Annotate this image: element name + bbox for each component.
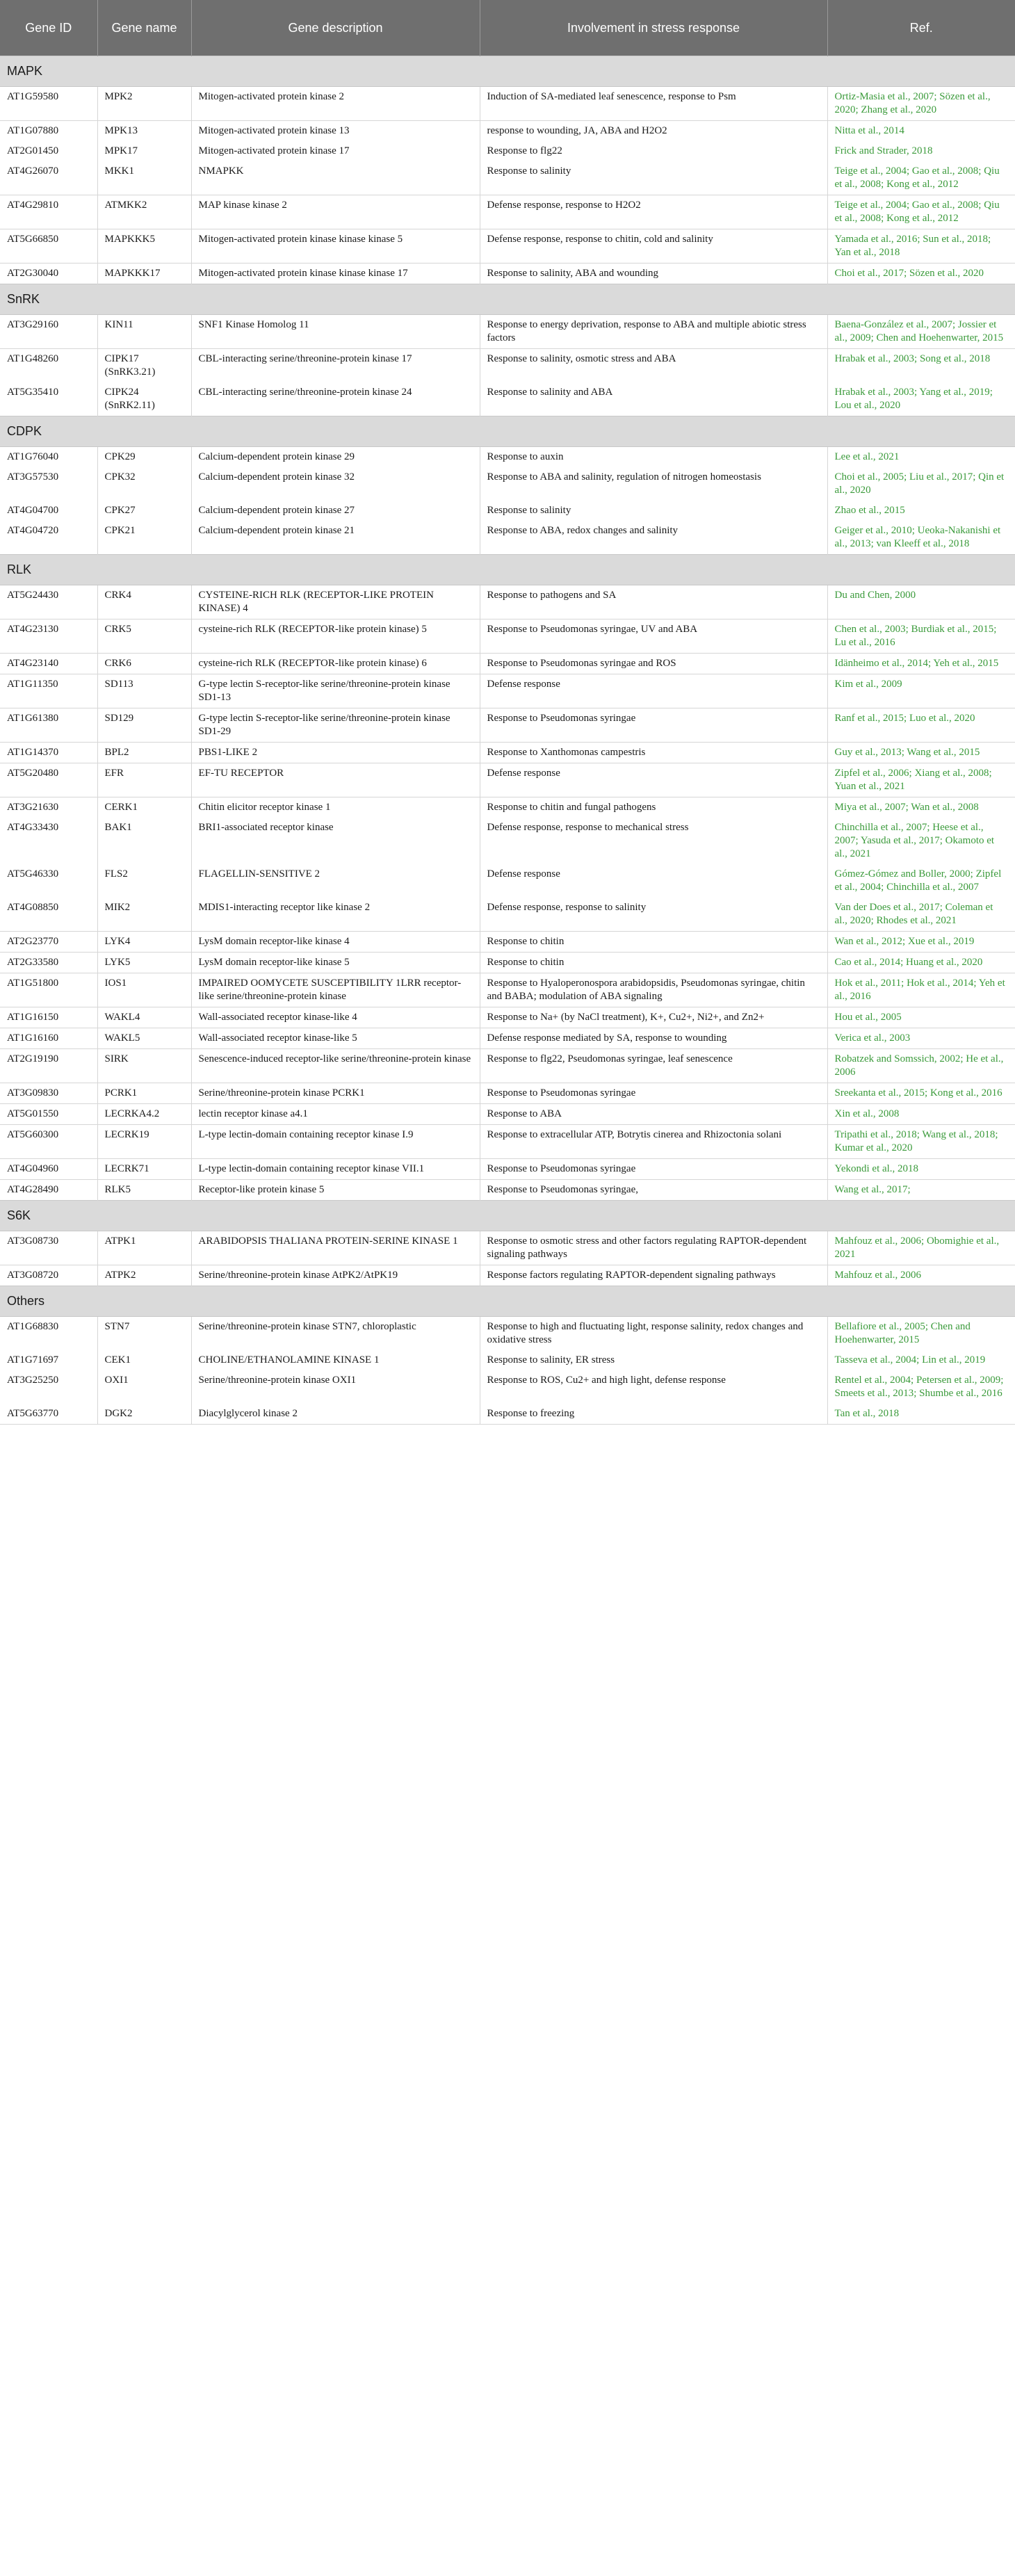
ref-cell: Van der Does et al., 2017; Coleman et al., 2020; Rhodes et al., 2021 <box>834 901 993 926</box>
stress-response-cell: Response to Pseudomonas syringae, <box>480 1179 827 1200</box>
stress-response-cell: Response to salinity, osmotic stress and ABA <box>480 348 827 382</box>
gene-name-cell: SIRK <box>97 1048 191 1083</box>
gene-id-cell: AT4G29810 <box>0 195 97 229</box>
table-row <box>0 1350 1015 1370</box>
gene-id-cell: AT1G59580 <box>0 86 97 120</box>
ref-cell: Geiger et al., 2010; Ueoka-Nakanishi et al., 2013; van Kleeff et al., 2018 <box>834 524 1001 549</box>
table-row <box>0 1007 1015 1028</box>
gene-name-cell: MKK1 <box>97 161 191 195</box>
table-row <box>0 195 1015 229</box>
ref-cell: Ranf et al., 2015; Luo et al., 2020 <box>827 708 1015 742</box>
ref-cell: Wang et al., 2017; <box>827 1179 1015 1200</box>
gene-name-cell: EFR <box>97 763 191 797</box>
gene-description-cell: Serine/threonine-protein kinase AtPK2/AtPK19 <box>191 1265 480 1286</box>
table-row <box>0 1083 1015 1103</box>
stress-response-cell: Defense response <box>480 763 827 797</box>
gene-name-cell: WAKL4 <box>97 1007 191 1028</box>
gene-name-cell: SD113 <box>97 674 191 708</box>
table-row <box>0 619 1015 653</box>
stress-response-cell: Response to Pseudomonas syringae, UV and ABA <box>480 619 827 653</box>
gene-id-cell: AT3G29160 <box>0 314 97 348</box>
stress-response-cell: Response to chitin and fungal pathogens <box>480 797 827 818</box>
gene-name-cell: LYK5 <box>97 952 191 973</box>
gene-description-cell: Chitin elicitor receptor kinase 1 <box>191 797 480 818</box>
gene-id-cell: AT1G71697 <box>0 1350 97 1370</box>
stress-response-cell: Response to energy deprivation, response to ABA and multiple abiotic stress factors <box>480 314 827 348</box>
table-row <box>0 263 1015 284</box>
group-label: MAPK <box>0 56 1015 86</box>
stress-response-cell: Response to ROS, Cu2+ and high light, defense response <box>480 1370 827 1404</box>
gene-id-cell: AT5G66850 <box>0 229 97 263</box>
gene-name-cell: SD129 <box>97 708 191 742</box>
table-row <box>0 973 1015 1007</box>
ref-cell: Kim et al., 2009 <box>827 674 1015 708</box>
ref-cell: Choi et al., 2017; Sözen et al., 2020 <box>827 263 1015 284</box>
stress-response-cell: Response to salinity and ABA <box>480 382 827 416</box>
stress-response-cell: Response to ABA and salinity, regulation of nitrogen homeostasis <box>480 467 827 501</box>
gene-description-cell: IMPAIRED OOMYCETE SUSCEPTIBILITY 1LRR receptor-like serine/threonine-protein kinase <box>191 973 480 1007</box>
gene-id-cell: AT3G25250 <box>0 1370 97 1404</box>
stress-response-cell: Response to freezing <box>480 1404 827 1425</box>
gene-description-cell: BRI1-associated receptor kinase <box>191 818 480 864</box>
ref-cell: Hrabak et al., 2003; Yang et al., 2019; Lou et al., 2020 <box>834 386 993 411</box>
gene-id-cell: AT4G04720 <box>0 521 97 555</box>
gene-id-cell: AT3G09830 <box>0 1083 97 1103</box>
gene-name-cell: LECRK19 <box>97 1124 191 1158</box>
stress-response-cell: response to wounding, JA, ABA and H2O2 <box>480 120 827 141</box>
ref-cell: Wan et al., 2012; Xue et al., 2019 <box>827 931 1015 952</box>
ref-cell: Xin et al., 2008 <box>827 1103 1015 1124</box>
gene-name-cell: RLK5 <box>97 1179 191 1200</box>
table-row <box>0 653 1015 674</box>
gene-description-cell: Wall-associated receptor kinase-like 4 <box>191 1007 480 1028</box>
ref-cell: Cao et al., 2014; Huang et al., 2020 <box>827 952 1015 973</box>
stress-response-cell: Defense response, response to chitin, cold and salinity <box>480 229 827 263</box>
gene-id-cell: AT4G08850 <box>0 898 97 932</box>
stress-response-cell: Response to salinity <box>480 161 827 195</box>
table-row <box>0 467 1015 501</box>
gene-description-cell: ARABIDOPSIS THALIANA PROTEIN-SERINE KINASE 1 <box>191 1231 480 1265</box>
gene-name-cell: CPK27 <box>97 501 191 521</box>
gene-description-cell: EF-TU RECEPTOR <box>191 763 480 797</box>
gene-description-cell: CHOLINE/ETHANOLAMINE KINASE 1 <box>191 1350 480 1370</box>
gene-description-cell: L-type lectin-domain containing receptor kinase I.9 <box>191 1124 480 1158</box>
gene-name-cell: LECRKA4.2 <box>97 1103 191 1124</box>
stress-response-cell: Response to osmotic stress and other factors regulating RAPTOR-dependent signaling pathways <box>480 1231 827 1265</box>
table-row <box>0 763 1015 797</box>
ref-cell: Tasseva et al., 2004; Lin et al., 2019 <box>834 1354 986 1366</box>
gene-name-cell: MPK13 <box>97 120 191 141</box>
group-label: RLK <box>0 554 1015 585</box>
ref-cell: Yamada et al., 2016; Sun et al., 2018; Yan et al., 2018 <box>827 229 1015 263</box>
gene-id-cell: AT1G61380 <box>0 708 97 742</box>
table-row <box>0 229 1015 263</box>
gene-description-cell: cysteine-rich RLK (RECEPTOR-like protein kinase) 6 <box>191 653 480 674</box>
stress-response-cell: Defense response, response to H2O2 <box>480 195 827 229</box>
gene-name-cell: BPL2 <box>97 742 191 763</box>
stress-response-cell: Response to Pseudomonas syringae and ROS <box>480 653 827 674</box>
gene-name-cell: KIN11 <box>97 314 191 348</box>
stress-response-cell: Response to Pseudomonas syringae <box>480 708 827 742</box>
ref-cell: Hrabak et al., 2003; Song et al., 2018 <box>827 348 1015 382</box>
table-row <box>0 864 1015 898</box>
stress-response-cell: Response to extracellular ATP, Botrytis cinerea and Rhizoctonia solani <box>480 1124 827 1158</box>
gene-name-cell: CIPK24 (SnRK2.11) <box>97 382 191 416</box>
group-row <box>0 56 1015 86</box>
ref-cell: Sreekanta et al., 2015; Kong et al., 2016 <box>827 1083 1015 1103</box>
stress-response-cell: Defense response mediated by SA, response to wounding <box>480 1028 827 1048</box>
group-label: CDPK <box>0 416 1015 446</box>
table-header <box>0 0 1015 56</box>
table-row <box>0 1048 1015 1083</box>
table-row <box>0 1316 1015 1350</box>
group-row <box>0 554 1015 585</box>
table-row <box>0 1370 1015 1404</box>
gene-name-cell: CPK21 <box>97 521 191 555</box>
gene-name-cell: BAK1 <box>97 818 191 864</box>
table-row <box>0 952 1015 973</box>
ref-cell: Mahfouz et al., 2006 <box>827 1265 1015 1286</box>
gene-name-cell: CRK5 <box>97 619 191 653</box>
stress-response-cell: Response to Xanthomonas campestris <box>480 742 827 763</box>
gene-description-cell: SNF1 Kinase Homolog 11 <box>191 314 480 348</box>
gene-description-cell: G-type lectin S-receptor-like serine/threonine-protein kinase SD1-13 <box>191 674 480 708</box>
gene-name-cell: CRK4 <box>97 585 191 619</box>
gene-name-cell: DGK2 <box>97 1404 191 1425</box>
group-row <box>0 416 1015 446</box>
gene-id-cell: AT4G26070 <box>0 161 97 195</box>
gene-description-cell: MAP kinase kinase 2 <box>191 195 480 229</box>
gene-description-cell: FLAGELLIN-SENSITIVE 2 <box>191 864 480 898</box>
stress-response-cell: Response to salinity, ABA and wounding <box>480 263 827 284</box>
gene-name-cell: CIPK17 (SnRK3.21) <box>97 348 191 382</box>
gene-id-cell: AT2G01450 <box>0 141 97 161</box>
gene-id-cell: AT1G11350 <box>0 674 97 708</box>
stress-response-cell: Response to pathogens and SA <box>480 585 827 619</box>
table-row <box>0 585 1015 619</box>
ref-cell: Ortiz-Masia et al., 2007; Sözen et al., 2020; Zhang et al., 2020 <box>834 90 991 115</box>
gene-description-cell: Wall-associated receptor kinase-like 5 <box>191 1028 480 1048</box>
gene-name-cell: WAKL5 <box>97 1028 191 1048</box>
gene-id-cell: AT5G63770 <box>0 1404 97 1425</box>
table-row <box>0 1404 1015 1425</box>
ref-cell: Hok et al., 2011; Hok et al., 2014; Yeh et al., 2016 <box>827 973 1015 1007</box>
table-row <box>0 1103 1015 1124</box>
ref-cell: Tan et al., 2018 <box>827 1404 1015 1425</box>
ref-cell: Choi et al., 2005; Liu et al., 2017; Qin et al., 2020 <box>834 471 1005 496</box>
table-row <box>0 446 1015 467</box>
gene-name-cell: MIK2 <box>97 898 191 932</box>
header-gene-name: Gene name <box>97 0 191 56</box>
ref-cell: Teige et al., 2004; Gao et al., 2008; Qiu et al., 2008; Kong et al., 2012 <box>827 195 1015 229</box>
ref-cell: Mahfouz et al., 2006; Obomighie et al., 2021 <box>834 1235 1000 1260</box>
ref-cell: Guy et al., 2013; Wang et al., 2015 <box>827 742 1015 763</box>
stress-response-cell: Response to flg22 <box>480 141 827 161</box>
gene-description-cell: Diacylglycerol kinase 2 <box>191 1404 480 1425</box>
stress-response-cell: Defense response <box>480 864 827 898</box>
gene-id-cell: AT5G35410 <box>0 382 97 416</box>
stress-response-cell: Defense response, response to mechanical stress <box>480 818 827 864</box>
gene-id-cell: AT4G04960 <box>0 1158 97 1179</box>
gene-description-cell: LysM domain receptor-like kinase 5 <box>191 952 480 973</box>
gene-id-cell: AT3G21630 <box>0 797 97 818</box>
gene-name-cell: OXI1 <box>97 1370 191 1404</box>
stress-response-cell: Response to flg22, Pseudomonas syringae, leaf senescence <box>480 1048 827 1083</box>
table-row <box>0 1231 1015 1265</box>
header-ref: Ref. <box>827 0 1015 56</box>
gene-description-cell: lectin receptor kinase a4.1 <box>191 1103 480 1124</box>
gene-description-cell: Calcium-dependent protein kinase 32 <box>191 467 480 501</box>
gene-name-cell: MAPKKK17 <box>97 263 191 284</box>
header-row <box>0 0 1015 56</box>
group-label: Others <box>0 1286 1015 1316</box>
ref-cell: Chinchilla et al., 2007; Heese et al., 2007; Yasuda et al., 2017; Okamoto et al., 2021 <box>834 821 995 859</box>
gene-name-cell: MPK2 <box>97 86 191 120</box>
gene-id-cell: AT1G16160 <box>0 1028 97 1048</box>
ref-cell: Zipfel et al., 2006; Xiang et al., 2008; Yuan et al., 2021 <box>827 763 1015 797</box>
table-row <box>0 348 1015 382</box>
gene-description-cell: Serine/threonine-protein kinase OXI1 <box>191 1370 480 1404</box>
table-row <box>0 1179 1015 1200</box>
ref-cell: Frick and Strader, 2018 <box>834 145 933 156</box>
table-row <box>0 120 1015 141</box>
group-row <box>0 284 1015 314</box>
table-row <box>0 708 1015 742</box>
table-body <box>0 56 1015 1424</box>
gene-name-cell: LECRK71 <box>97 1158 191 1179</box>
group-row <box>0 1286 1015 1316</box>
ref-cell: Rentel et al., 2004; Petersen et al., 2009; Smeets et al., 2013; Shumbe et al., 2016 <box>834 1374 1004 1399</box>
table-row <box>0 898 1015 932</box>
ref-cell: Verica et al., 2003 <box>827 1028 1015 1048</box>
table-row <box>0 931 1015 952</box>
gene-id-cell: AT4G23130 <box>0 619 97 653</box>
ref-cell: Gómez-Gómez and Boller, 2000; Zipfel et al., 2004; Chinchilla et al., 2007 <box>834 868 1002 893</box>
gene-name-cell: IOS1 <box>97 973 191 1007</box>
ref-cell: Miya et al., 2007; Wan et al., 2008 <box>827 797 1015 818</box>
table-row <box>0 742 1015 763</box>
gene-description-cell: Mitogen-activated protein kinase kinase kinase 5 <box>191 229 480 263</box>
ref-cell: Yekondi et al., 2018 <box>827 1158 1015 1179</box>
gene-name-cell: ATPK1 <box>97 1231 191 1265</box>
gene-id-cell: AT1G48260 <box>0 348 97 382</box>
gene-description-cell: Mitogen-activated protein kinase 2 <box>191 86 480 120</box>
ref-cell: Du and Chen, 2000 <box>834 589 916 601</box>
ref-cell: Robatzek and Somssich, 2002; He et al., 2006 <box>827 1048 1015 1083</box>
table-row <box>0 1158 1015 1179</box>
table-row <box>0 1124 1015 1158</box>
gene-name-cell: FLS2 <box>97 864 191 898</box>
header-gene-description: Gene description <box>191 0 480 56</box>
gene-description-cell: cysteine-rich RLK (RECEPTOR-like protein kinase) 5 <box>191 619 480 653</box>
stress-response-cell: Response to Pseudomonas syringae <box>480 1158 827 1179</box>
gene-name-cell: PCRK1 <box>97 1083 191 1103</box>
stress-response-cell: Response to Hyaloperonospora arabidopsidis, Pseudomonas syringae, chitin and BABA; modulation of ABA signaling <box>480 973 827 1007</box>
header-gene-id: Gene ID <box>0 0 97 56</box>
stress-response-cell: Response to ABA, redox changes and salinity <box>480 521 827 555</box>
gene-name-cell: ATMKK2 <box>97 195 191 229</box>
gene-id-cell: AT2G19190 <box>0 1048 97 1083</box>
gene-description-cell: G-type lectin S-receptor-like serine/threonine-protein kinase SD1-29 <box>191 708 480 742</box>
gene-id-cell: AT3G08730 <box>0 1231 97 1265</box>
stress-response-cell: Response to chitin <box>480 952 827 973</box>
stress-response-cell: Response to ABA <box>480 1103 827 1124</box>
gene-id-cell: AT1G16150 <box>0 1007 97 1028</box>
stress-response-cell: Induction of SA-mediated leaf senescence, response to Psm <box>480 86 827 120</box>
ref-cell: Teige et al., 2004; Gao et al., 2008; Qiu et al., 2008; Kong et al., 2012 <box>834 165 1000 190</box>
gene-description-cell: Serine/threonine-protein kinase PCRK1 <box>191 1083 480 1103</box>
gene-id-cell: AT5G46330 <box>0 864 97 898</box>
gene-name-cell: LYK4 <box>97 931 191 952</box>
gene-description-cell: Calcium-dependent protein kinase 29 <box>191 446 480 467</box>
gene-description-cell: NMAPKK <box>191 161 480 195</box>
ref-cell: Baena-González et al., 2007; Jossier et al., 2009; Chen and Hoehenwarter, 2015 <box>834 318 1004 343</box>
stress-response-cell: Response to Pseudomonas syringae <box>480 1083 827 1103</box>
gene-id-cell: AT1G51800 <box>0 973 97 1007</box>
gene-name-cell: ATPK2 <box>97 1265 191 1286</box>
gene-id-cell: AT4G04700 <box>0 501 97 521</box>
group-label: SnRK <box>0 284 1015 314</box>
ref-cell: Nitta et al., 2014 <box>827 120 1015 141</box>
gene-description-cell: Receptor-like protein kinase 5 <box>191 1179 480 1200</box>
gene-name-cell: CPK32 <box>97 467 191 501</box>
gene-name-cell: CPK29 <box>97 446 191 467</box>
gene-name-cell: CRK6 <box>97 653 191 674</box>
group-row <box>0 1200 1015 1231</box>
gene-description-cell: CBL-interacting serine/threonine-protein kinase 17 <box>191 348 480 382</box>
gene-description-cell: Calcium-dependent protein kinase 21 <box>191 521 480 555</box>
stress-response-cell: Response to Na+ (by NaCl treatment), K+, Cu2+, Ni2+, and Zn2+ <box>480 1007 827 1028</box>
stress-response-cell: Response to salinity <box>480 501 827 521</box>
ref-cell: Hou et al., 2005 <box>827 1007 1015 1028</box>
stress-response-cell: Defense response <box>480 674 827 708</box>
gene-description-cell: Mitogen-activated protein kinase kinase kinase 17 <box>191 263 480 284</box>
stress-response-cell: Response to salinity, ER stress <box>480 1350 827 1370</box>
table-row <box>0 1028 1015 1048</box>
stress-response-cell: Response factors regulating RAPTOR-dependent signaling pathways <box>480 1265 827 1286</box>
table-row <box>0 521 1015 555</box>
gene-description-cell: Calcium-dependent protein kinase 27 <box>191 501 480 521</box>
stress-response-cell: Response to chitin <box>480 931 827 952</box>
gene-id-cell: AT1G68830 <box>0 1316 97 1350</box>
gene-description-cell: Senescence-induced receptor-like serine/threonine-protein kinase <box>191 1048 480 1083</box>
gene-description-cell: L-type lectin-domain containing receptor kinase VII.1 <box>191 1158 480 1179</box>
gene-id-cell: AT4G33430 <box>0 818 97 864</box>
table-row <box>0 818 1015 864</box>
gene-id-cell: AT2G23770 <box>0 931 97 952</box>
table-row <box>0 161 1015 195</box>
table-row <box>0 141 1015 161</box>
table-row <box>0 674 1015 708</box>
table-row <box>0 314 1015 348</box>
gene-id-cell: AT1G76040 <box>0 446 97 467</box>
gene-name-cell: MPK17 <box>97 141 191 161</box>
gene-id-cell: AT5G20480 <box>0 763 97 797</box>
stress-response-cell: Response to auxin <box>480 446 827 467</box>
gene-name-cell: MAPKKK5 <box>97 229 191 263</box>
gene-name-cell: CEK1 <box>97 1350 191 1370</box>
table-row <box>0 382 1015 416</box>
gene-id-cell: AT5G60300 <box>0 1124 97 1158</box>
table-row <box>0 86 1015 120</box>
gene-name-cell: STN7 <box>97 1316 191 1350</box>
gene-id-cell: AT4G23140 <box>0 653 97 674</box>
stress-response-cell: Response to high and fluctuating light, response salinity, redox changes and oxidative stress <box>480 1316 827 1350</box>
ref-cell: Zhao et al., 2015 <box>834 504 905 516</box>
gene-id-cell: AT5G24430 <box>0 585 97 619</box>
header-stress-response: Involvement in stress response <box>480 0 827 56</box>
stress-response-cell: Defense response, response to salinity <box>480 898 827 932</box>
gene-description-cell: MDIS1-interacting receptor like kinase 2 <box>191 898 480 932</box>
gene-id-cell: AT5G01550 <box>0 1103 97 1124</box>
gene-description-cell: Mitogen-activated protein kinase 17 <box>191 141 480 161</box>
gene-id-cell: AT3G57530 <box>0 467 97 501</box>
table-row <box>0 501 1015 521</box>
ref-cell: Chen et al., 2003; Burdiak et al., 2015; Lu et al., 2016 <box>827 619 1015 653</box>
gene-id-cell: AT2G30040 <box>0 263 97 284</box>
gene-id-cell: AT3G08720 <box>0 1265 97 1286</box>
gene-description-cell: Serine/threonine-protein kinase STN7, chloroplastic <box>191 1316 480 1350</box>
gene-id-cell: AT1G07880 <box>0 120 97 141</box>
ref-cell: Tripathi et al., 2018; Wang et al., 2018; Kumar et al., 2020 <box>827 1124 1015 1158</box>
ref-cell: Bellafiore et al., 2005; Chen and Hoehenwarter, 2015 <box>834 1320 971 1345</box>
gene-description-cell: CBL-interacting serine/threonine-protein kinase 24 <box>191 382 480 416</box>
table-row <box>0 797 1015 818</box>
gene-description-cell: CYSTEINE-RICH RLK (RECEPTOR-LIKE PROTEIN KINASE) 4 <box>191 585 480 619</box>
gene-description-cell: PBS1-LIKE 2 <box>191 742 480 763</box>
gene-description-cell: Mitogen-activated protein kinase 13 <box>191 120 480 141</box>
gene-id-cell: AT1G14370 <box>0 742 97 763</box>
ref-cell: Idänheimo et al., 2014; Yeh et al., 2015 <box>827 653 1015 674</box>
ref-cell: Lee et al., 2021 <box>834 451 900 462</box>
gene-id-cell: AT4G28490 <box>0 1179 97 1200</box>
gene-id-cell: AT2G33580 <box>0 952 97 973</box>
group-label: S6K <box>0 1200 1015 1231</box>
gene-description-cell: LysM domain receptor-like kinase 4 <box>191 931 480 952</box>
table-row <box>0 1265 1015 1286</box>
gene-name-cell: CERK1 <box>97 797 191 818</box>
